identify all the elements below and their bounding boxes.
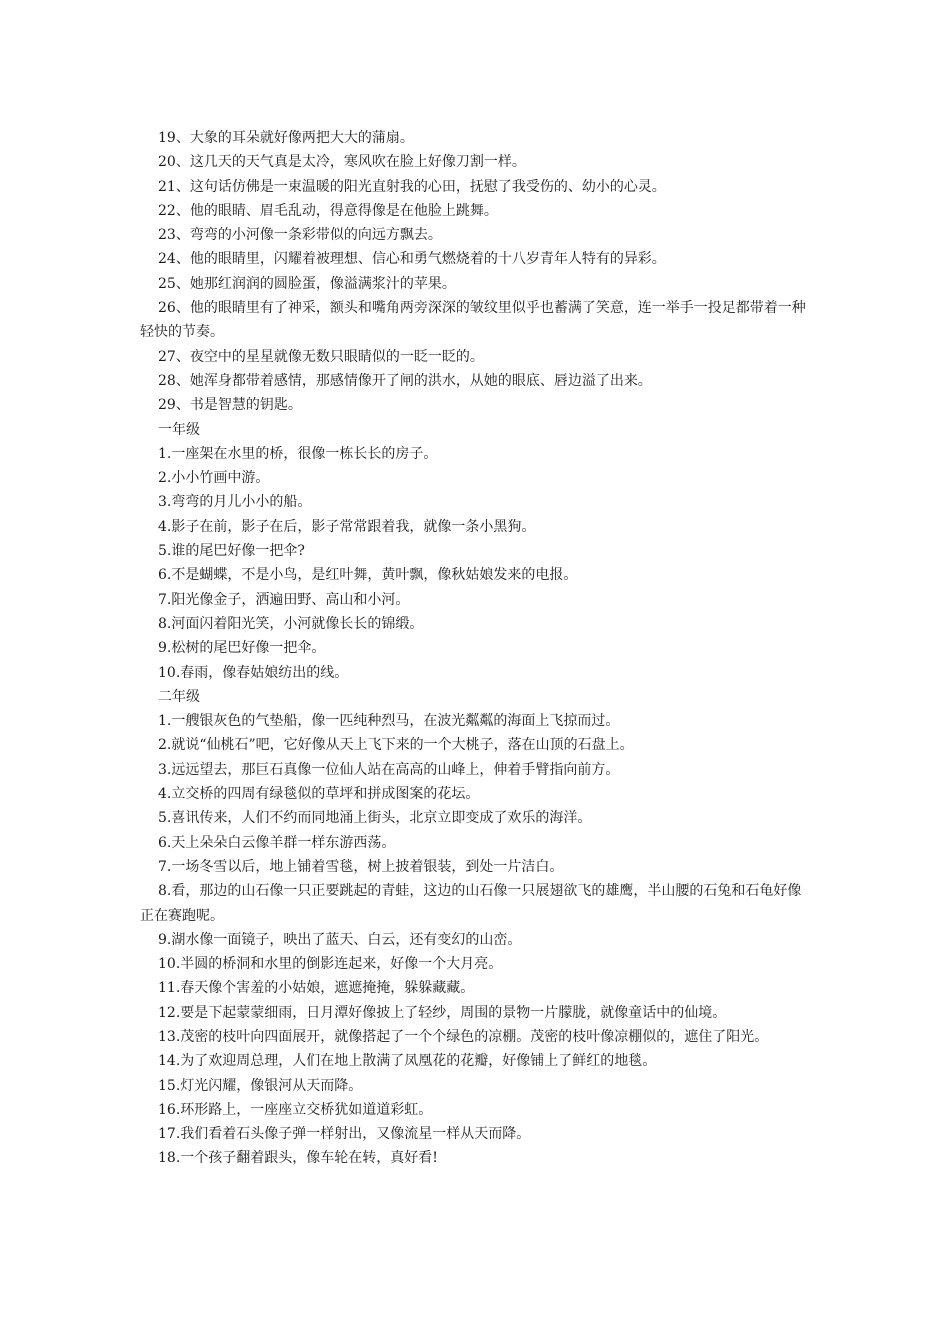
text-line: 25、她那红润润的圆脸蛋，像溢满浆汁的苹果。	[158, 275, 456, 292]
text-line: 18.一个孩子翻着跟头，像车轮在转，真好看!	[158, 1150, 438, 1167]
text-line: 26、他的眼睛里有了神采，额头和嘴角两旁深深的皱纹里似乎也蓄满了笑意，连一举手一投足都带着一种轻快的节奏。	[140, 300, 806, 341]
text-line: 3.远远望去，那巨石真像一位仙人站在高高的山峰上，伸着手臂指向前方。	[158, 761, 620, 778]
text-line: 1.一座架在水里的桥，很像一栋长长的房子。	[158, 445, 438, 462]
text-line: 6.天上朵朵白云像羊群一样东游西荡。	[158, 834, 396, 851]
text-line: 12.要是下起蒙蒙细雨，日月潭好像披上了轻纱，周围的景物一片朦胧，就像童话中的仙境。	[158, 1004, 727, 1021]
text-line: 7.一场冬雪以后，地上铺着雪毯，树上披着银装，到处一片洁白。	[158, 858, 564, 875]
text-line: 10.春雨，像春姑娘纺出的线。	[158, 664, 349, 681]
text-line: 24、他的眼睛里，闪耀着被理想、信心和勇气燃烧着的十八岁青年人特有的异彩。	[158, 251, 666, 268]
text-line: 28、她浑身都带着感情，那感情像开了闸的洪水，从她的眼底、唇边溢了出来。	[158, 372, 652, 389]
text-line: 2.小小竹画中游。	[158, 470, 270, 487]
text-line: 1.一艘银灰色的气垫船，像一匹纯种烈马，在波光粼粼的海面上飞掠而过。	[158, 713, 620, 730]
text-line: 10.半圆的桥洞和水里的倒影连起来，好像一个大月亮。	[158, 956, 503, 973]
text-line: 22、他的眼睛、眉毛乱动，得意得像是在他脸上跳舞。	[158, 202, 498, 219]
text-line: 7.阳光像金子，洒遍田野、高山和小河。	[158, 591, 410, 608]
text-line: 9.松树的尾巴好像一把伞。	[158, 640, 326, 657]
text-line: 19、大象的耳朵就好像两把大大的蒲扇。	[158, 130, 414, 146]
text-line: 5.喜讯传来，人们不约而同地涌上街头，北京立即变成了欢乐的海洋。	[158, 810, 592, 827]
text-line: 6.不是蝴蝶，不是小鸟，是红叶舞，黄叶飘，像秋姑娘发来的电报。	[158, 567, 578, 584]
section-heading: 一年级	[158, 421, 200, 438]
text-line: 9.湖水像一面镜子，映出了蓝天、白云，还有变幻的山峦。	[158, 931, 522, 948]
text-line: 15.灯光闪耀，像银河从天而降。	[158, 1077, 363, 1094]
text-line: 3.弯弯的月儿小小的船。	[158, 494, 312, 511]
text-line: 20、这几天的天气真是太冷，寒风吹在脸上好像刀割一样。	[158, 154, 526, 171]
text-line: 29、书是智慧的钥匙。	[158, 397, 302, 414]
text-line: 13.茂密的枝叶向四面展开，就像搭起了一个个绿色的凉棚。茂密的枝叶像凉棚似的，遮住了阳光。	[158, 1028, 769, 1045]
section-heading: 二年级	[158, 688, 200, 705]
text-line: 2.就说“仙桃石”吧，它好像从天上飞下来的一个大桃子，落在山顶的石盘上。	[158, 737, 634, 754]
text-line: 5.谁的尾巴好像一把伞?	[158, 543, 305, 560]
text-line: 17.我们看着石头像子弹一样射出，又像流星一样从天而降。	[158, 1126, 531, 1143]
text-line: 21、这句话仿佛是一束温暖的阳光直射我的心田，抚慰了我受伤的、幼小的心灵。	[158, 178, 666, 195]
text-line: 14.为了欢迎周总理，人们在地上散满了凤凰花的花瓣，好像铺上了鲜红的地毯。	[158, 1053, 657, 1070]
text-line: 4.立交桥的四周有绿毯似的草坪和拼成图案的花坛。	[158, 786, 480, 803]
text-line: 11.春天像个害羞的小姑娘，遮遮掩掩，躲躲藏藏。	[158, 980, 475, 997]
text-line: 8.看，那边的山石像一只正要跳起的青蛙，这边的山石像一只展翅欲飞的雄鹰，半山腰的石兔和石龟好像正在赛跑呢。	[140, 883, 802, 924]
text-line: 16.环形路上，一座座立交桥犹如道道彩虹。	[158, 1101, 433, 1118]
text-line: 23、弯弯的小河像一条彩带似的向远方飘去。	[158, 227, 442, 244]
text-line: 4.影子在前，影子在后，影子常常跟着我，就像一条小黑狗。	[158, 518, 536, 535]
text-line: 27、夜空中的星星就像无数只眼睛似的一眨一眨的。	[158, 348, 484, 365]
text-line: 8.河面闪着阳光笑，小河就像长长的锦缎。	[158, 615, 424, 632]
